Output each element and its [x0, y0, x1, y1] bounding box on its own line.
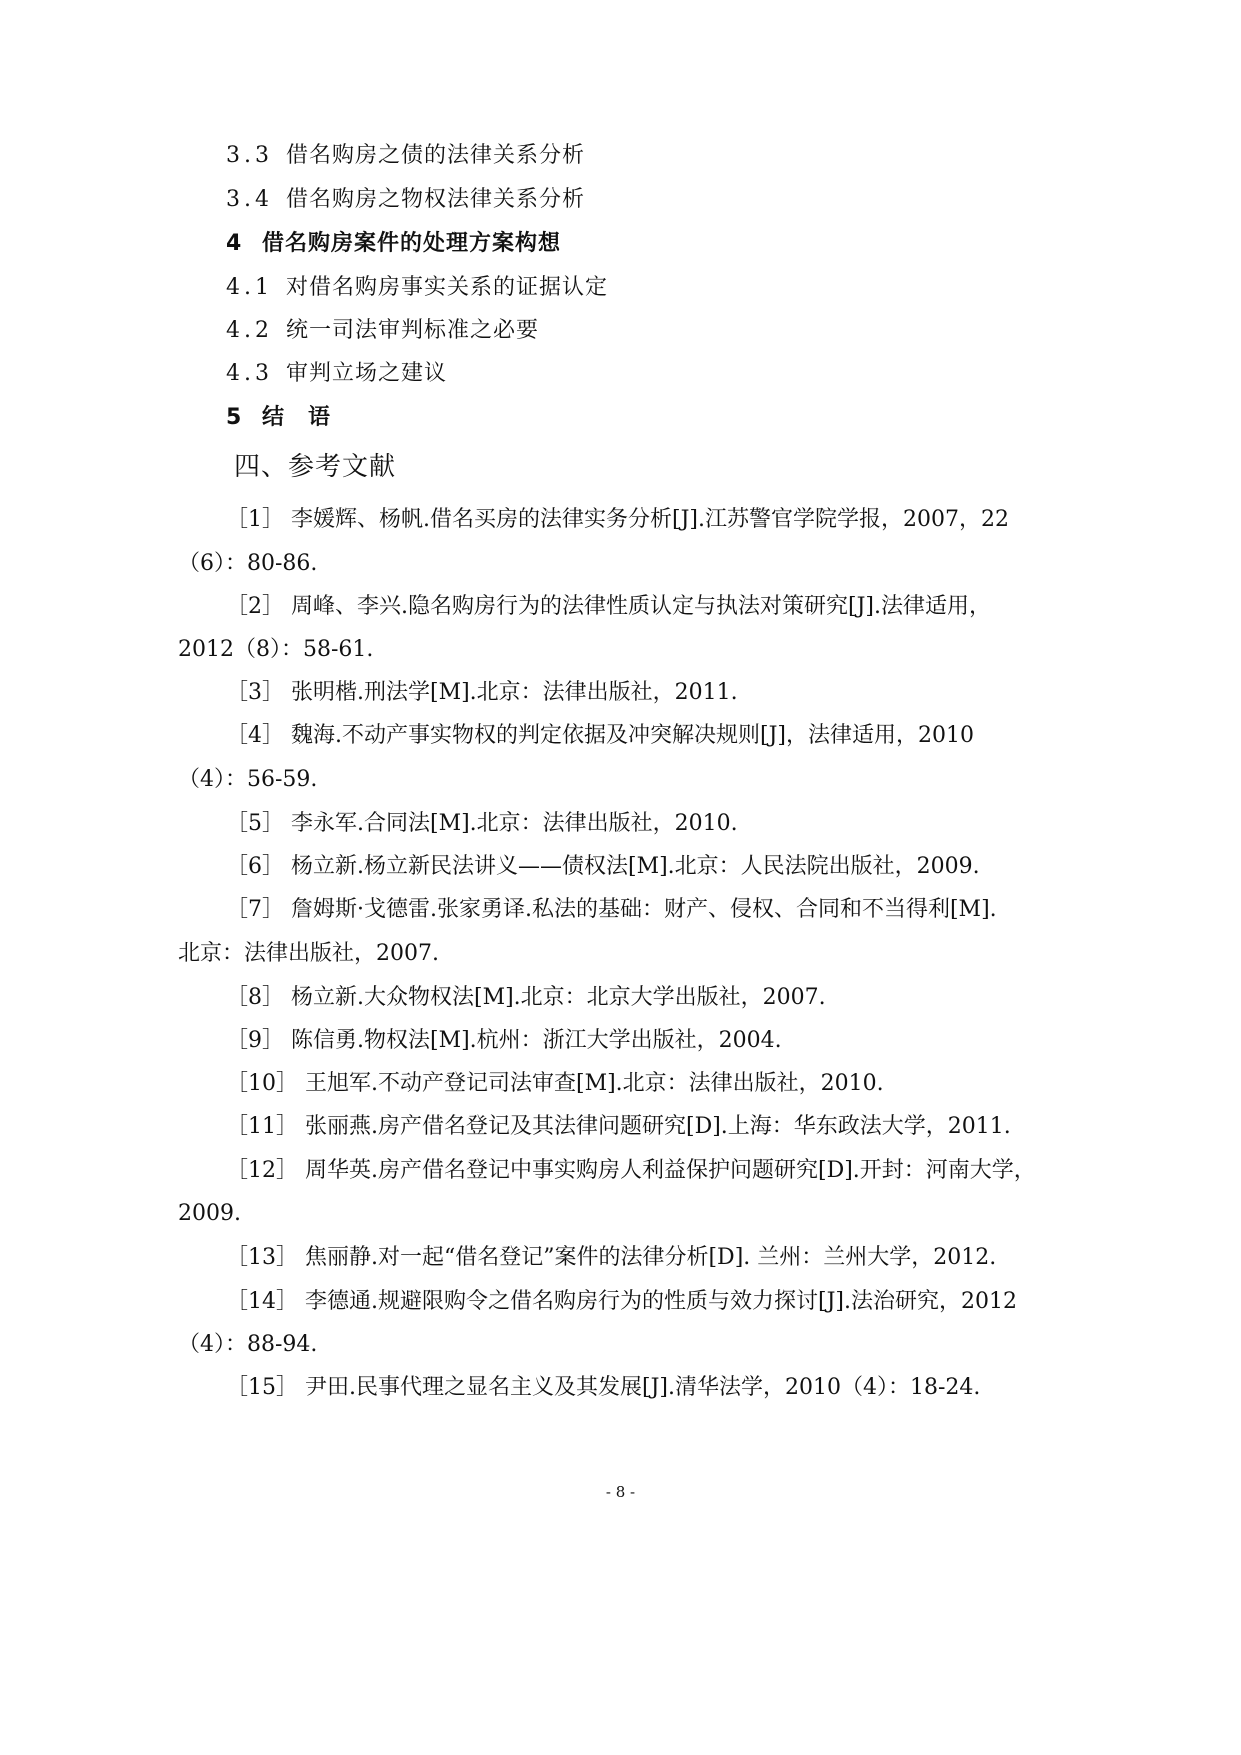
toc-item-4 [226, 230, 561, 258]
reference-item-10: ［10］ 王旭军.不动产登记司法审查[M].北京：法律出版社，2010. [226, 1071, 884, 1096]
toc-item-number: 4 [226, 231, 243, 256]
toc-item-number: 4.3 [226, 361, 273, 386]
toc-item-3-4 [226, 186, 585, 214]
toc-item-text: 结 语 [262, 405, 332, 430]
reference-item-12-continuation: 2009. [178, 1201, 241, 1226]
page-number: - 8 - [605, 1483, 636, 1501]
reference-item-7: ［7］ 詹姆斯·戈德雷.张家勇译.私法的基础：财产、侵权、合同和不当得利[M]. [226, 897, 997, 922]
toc-item-3-3 [226, 142, 585, 170]
toc-item-4-1 [226, 274, 608, 302]
toc-item-text: 对借名购房事实关系的证据认定 [286, 275, 609, 300]
toc-item-number: 3.4 [226, 187, 273, 212]
reference-item-13: ［13］ 焦丽静.对一起“借名登记”案件的法律分析[D]. 兰州：兰州大学，2012. [226, 1245, 997, 1270]
toc-item-5 [226, 404, 331, 432]
reference-item-9: ［9］ 陈信勇.物权法[M].杭州：浙江大学出版社，2004. [226, 1028, 782, 1053]
toc-item-4-3 [226, 360, 447, 388]
reference-item-8: ［8］ 杨立新.大众物权法[M].北京：北京大学出版社，2007. [226, 985, 826, 1010]
reference-item-1: ［1］ 李媛辉、杨帆.借名买房的法律实务分析[J].江苏警官学院学报，2007，22 [226, 507, 1009, 532]
toc-item-4-2 [226, 317, 539, 345]
toc-item-text: 统一司法审判标准之必要 [286, 318, 540, 343]
reference-item-1-continuation: （6）：80-86. [178, 551, 318, 576]
toc-item-text: 借名购房案件的处理方案构想 [262, 231, 562, 256]
references-heading: 四、参考文献 [234, 452, 397, 482]
reference-item-2: ［2］ 周峰、李兴.隐名购房行为的法律性质认定与执法对策研究[J].法律适用， [226, 594, 991, 619]
reference-item-14: ［14］ 李德通.规避限购令之借名购房行为的性质与效力探讨[J].法治研究，2012 [226, 1289, 1017, 1314]
toc-item-number: 5 [226, 405, 243, 430]
toc-item-number: 3.3 [226, 143, 273, 168]
toc-item-text: 审判立场之建议 [286, 361, 448, 386]
reference-item-2-continuation: 2012（8）：58-61. [178, 637, 374, 662]
reference-item-6: ［6］ 杨立新.杨立新民法讲义——债权法[M].北京：人民法院出版社，2009. [226, 854, 980, 879]
reference-item-15: ［15］ 尹田.民事代理之显名主义及其发展[J].清华法学，2010（4）：18-24. [226, 1375, 981, 1400]
toc-item-text: 借名购房之物权法律关系分析 [286, 187, 586, 212]
reference-item-11: ［11］ 张丽燕.房产借名登记及其法律问题研究[D].上海：华东政法大学，2011. [226, 1114, 1011, 1139]
toc-item-text: 借名购房之债的法律关系分析 [286, 143, 586, 168]
reference-item-7-continuation: 北京：法律出版社，2007. [178, 941, 439, 966]
reference-item-4-continuation: （4）：56-59. [178, 767, 318, 792]
reference-item-4: ［4］ 魏海.不动产事实物权的判定依据及冲突解决规则[J]，法律适用，2010 [226, 723, 974, 748]
toc-item-number: 4.2 [226, 318, 273, 343]
reference-item-5: ［5］ 李永军.合同法[M].北京：法律出版社，2010. [226, 811, 738, 836]
toc-item-number: 4.1 [226, 275, 273, 300]
reference-item-3: ［3］ 张明楷.刑法学[M].北京：法律出版社，2011. [226, 680, 738, 705]
reference-item-14-continuation: （4）：88-94. [178, 1332, 318, 1357]
reference-item-12: ［12］ 周华英.房产借名登记中事实购房人利益保护问题研究[D].开封：河南大学， [226, 1158, 1036, 1183]
